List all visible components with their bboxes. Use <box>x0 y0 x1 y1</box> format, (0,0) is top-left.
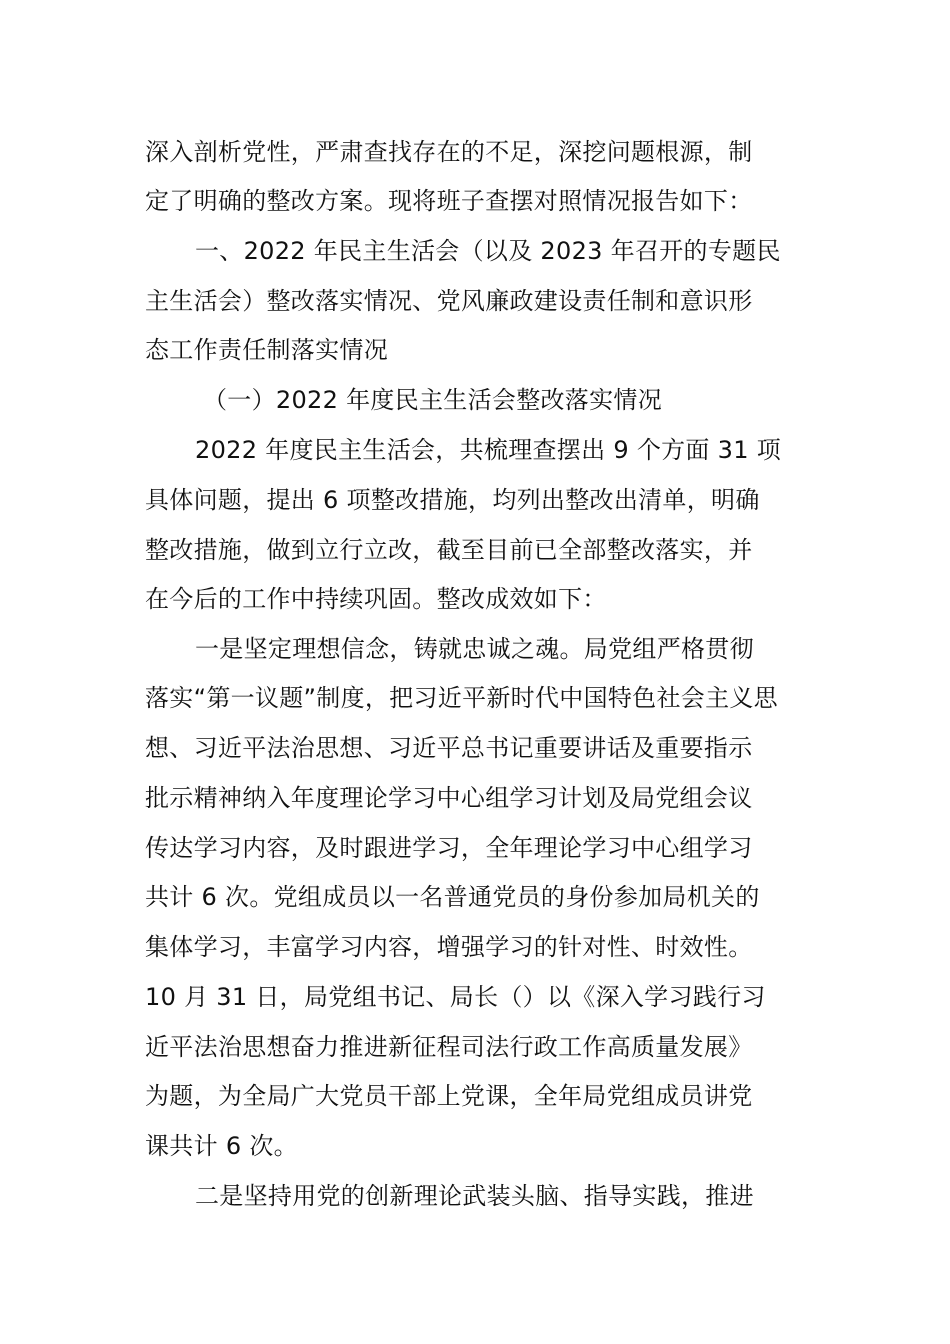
section-heading-line: 主生活会）整改落实情况、党风廉政建设责任制和意识形 <box>145 287 753 315</box>
body-text-line: 落实“第一议题”制度，把习近平新时代中国特色社会主义思 <box>145 684 778 712</box>
body-text-line: 2022 年度民主生活会，共梳理查摆出 9 个方面 31 项 <box>195 436 782 464</box>
body-text-line: 批示精神纳入年度理论学习中心组学习计划及局党组会议 <box>145 784 753 812</box>
body-text-line: 集体学习，丰富学习内容，增强学习的针对性、时效性。 <box>145 933 753 961</box>
body-text-line: 想、习近平法治思想、习近平总书记重要讲话及重要指示 <box>145 734 753 762</box>
body-text-line: 10 月 31 日，局党组书记、局长（）以《深入学习践行习 <box>145 983 766 1011</box>
body-text-line: 共计 6 次。党组成员以一名普通党员的身份参加局机关的 <box>145 883 760 911</box>
body-text-line: 近平法治思想奋力推进新征程司法行政工作高质量发展》 <box>145 1033 753 1061</box>
body-text-line: 具体问题，提出 6 项整改措施，均列出整改出清单，明确 <box>145 486 760 514</box>
body-text-line: 深入剖析党性，严肃查找存在的不足，深挖问题根源，制 <box>145 138 753 166</box>
body-text-line: 二是坚持用党的创新理论武装头脑、指导实践，推进 <box>195 1182 754 1210</box>
section-heading-line: 一、2022 年民主生活会（以及 2023 年召开的专题民 <box>195 237 781 265</box>
body-text-line: 定了明确的整改方案。现将班子查摆对照情况报告如下： <box>145 187 753 215</box>
body-text-line: 整改措施，做到立行立改，截至目前已全部整改落实，并 <box>145 536 753 564</box>
body-text-line: 课共计 6 次。 <box>145 1132 298 1160</box>
body-text-line: 传达学习内容，及时跟进学习，全年理论学习中心组学习 <box>145 834 753 862</box>
subsection-heading-line: （一）2022 年度民主生活会整改落实情况 <box>203 386 663 414</box>
body-text-line: 为题，为全局广大党员干部上党课，全年局党组成员讲党 <box>145 1082 753 1110</box>
body-text-line: 一是坚定理想信念，铸就忠诚之魂。局党组严格贯彻 <box>195 635 754 663</box>
body-text-line: 在今后的工作中持续巩固。整改成效如下： <box>145 585 607 613</box>
section-heading-line: 态工作责任制落实情况 <box>145 336 388 364</box>
